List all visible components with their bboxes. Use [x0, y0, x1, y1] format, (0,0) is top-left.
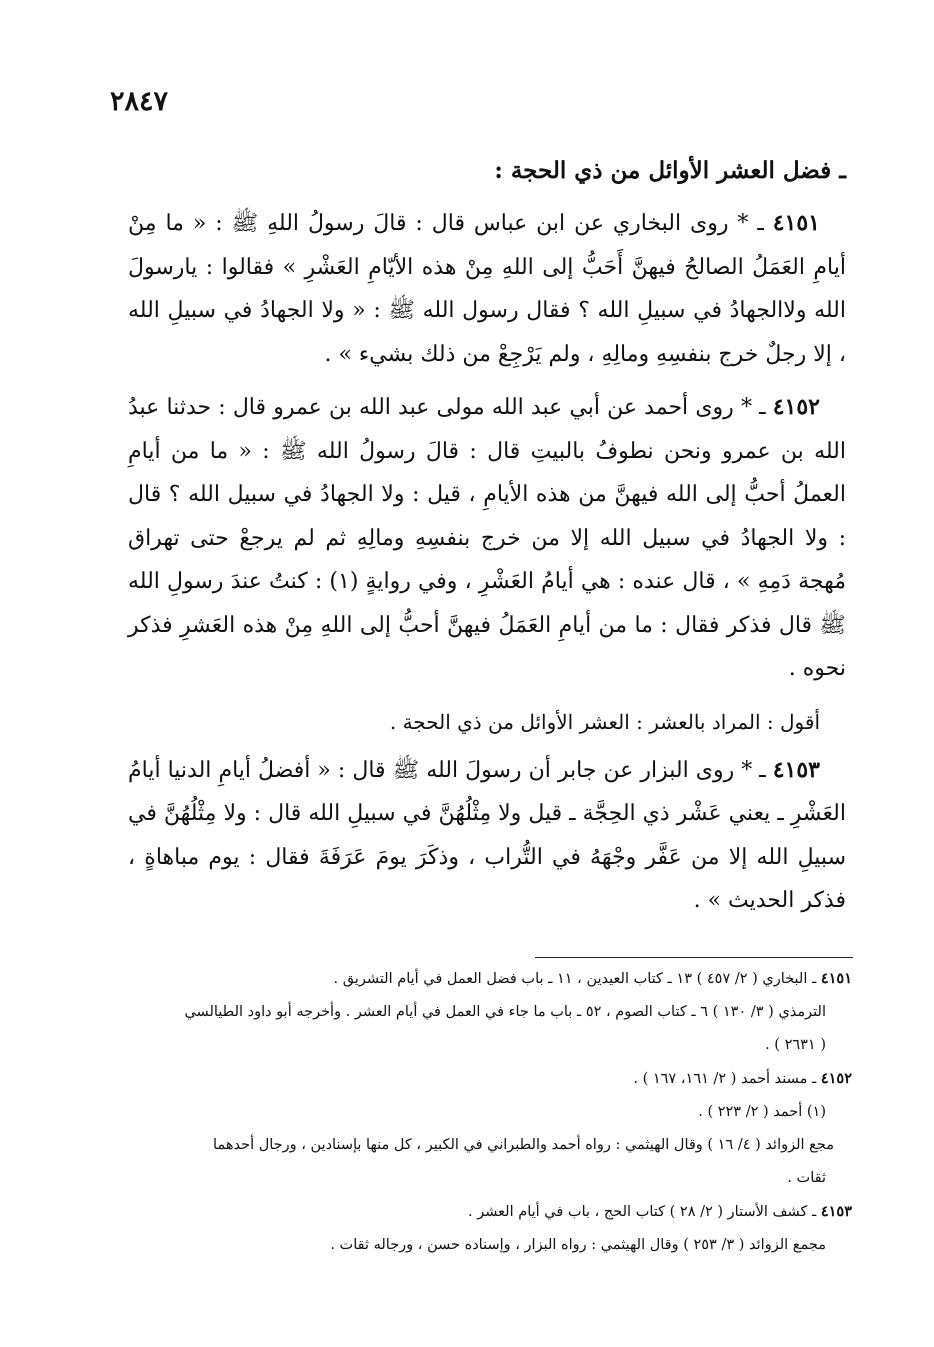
- author-note: أقول : المراد بالعشر : العشر الأوائل من ذي الحجة .: [389, 709, 820, 734]
- footnote-text: الترمذي ( ٣/ ١٣٠ ) ٦ ـ كتاب الصوم ، ٥٢ ـ باب ما جاء في العمل في أيام العشر . وأخرجه أبو داود الطيالسي: [184, 1004, 826, 1020]
- footnote-line: [120, 1096, 852, 1129]
- hadith-4153: [128, 749, 846, 923]
- hadith-text: ـ * روى البخاري عن ابن عباس قال : قالَ رسولُ اللهِ ﷺ : « ما مِنْ أيامِ العَمَلُ الصالحُ فيهنَّ أَحَبُّ إلى اللهِ مِنْ هذه الأيّامِ العَشْرِ » فقالوا : يارسولَ الله ولاالجهادُ في سبيلِ الله ؟ فقال رسول الله ﷺ : « ولا الجهادُ في سبيلِ الله ، إلا رجلٌ خرج بنفسِهِ ومالِهِ ، ولم يَرْجِعْ من ذلك بشيء » .: [128, 211, 846, 367]
- footnote-text: ـ مسند أحمد ( ٢/ ١٦١، ١٦٧ ) .: [633, 1071, 817, 1087]
- footnote-text: ثقات .: [787, 1170, 826, 1186]
- footnote-line: [120, 1162, 852, 1195]
- hadith-number: ٤١٥٣: [772, 756, 820, 783]
- footnote-line: [120, 1029, 852, 1062]
- footnote-divider: [535, 957, 853, 958]
- footnote-line: [120, 962, 852, 996]
- footnote-line: [120, 996, 852, 1029]
- hadith-text: ـ * روى البزار عن جابر أن رسولَ الله ﷺ قال : « أفضلُ أيامِ الدنيا أيامُ العَشْرِ ـ يعني عَشْر ذي الحِجَّة ـ قيل ولا مِثْلُهُنَّ في سبيلِ الله قال : ولا مِثْلُهُنَّ في سبيلِ الله إلا من عَفَّر وجْهَهُ في التُّراب ، وذكَرَ يومَ عَرَفَةَ فقال : يوم مباهاةٍ ، فذكر الحديث » .: [128, 757, 846, 913]
- page-number: ٢٨٤٧: [110, 86, 169, 117]
- hadith-number: ٤١٥٢: [772, 394, 820, 420]
- hadith-4151: [128, 202, 846, 376]
- hadith-4152: [128, 386, 846, 691]
- footnote-number: ٤١٥٣: [820, 1203, 852, 1220]
- hadith-text: ـ * روى أحمد عن أبي عبد الله مولى عبد الله بن عمرو قال : حدثنا عبدُ الله بن عمرو ونحن نطوفُ بالبيتِ قال : قالَ رسولُ الله ﷺ : « ما من أيامِ العملُ أحبُّ إلى الله فيهنَّ من هذه الأيامِ ، قيل : ولا الجهادُ في سبيل الله ؟ قال : ولا الجهادُ في سبيل الله إلا من خرج بنفسِهِ ومالِهِ ثم لم يرجعْ حتى تهراق مُهجة دَمِهِ » ، قال عنده : هي أيامُ العَشْرِ ، وفي روايةٍ (١) : كنتُ عندَ رسولِ الله ﷺ قال فذكر فقال : ما من أيامِ العَمَلُ فيهنَّ أحبُّ إلى اللهِ مِنْ هذه العَشرِ فذكر نحوه .: [128, 395, 847, 681]
- footnote-text: مجمع الزوائد ( ٣/ ٢٥٣ ) وقال الهيثمي : رواه البزار ، وإسناده حسن ، ورجاله ثقات .: [330, 1237, 826, 1253]
- footnote-line: [120, 1195, 852, 1229]
- footnote-number: ٤١٥٢: [820, 1070, 852, 1087]
- footnote-text: ـ البخاري ( ٢/ ٤٥٧ ) ١٣ ـ كتاب العيدين ، ١١ ـ باب فضل العمل في أيام التشريق .: [333, 971, 817, 987]
- footnote-text: ( ٢٦٣١ ) .: [765, 1037, 826, 1053]
- footnote-text: مجع الزوائد ( ٤/ ١٦ ) وقال الهيثمي : رواه أحمد والطبراني في الكبير ، كل منها بإسنادين ، ورجال أحدهما: [213, 1137, 834, 1153]
- footnote-text: ـ كشف الأستار ( ٢/ ٢٨ ) كتاب الحج ، باب في أيام العشر .: [468, 1204, 817, 1220]
- hadith-number: ٤١٥١: [772, 210, 820, 236]
- footnote-text: (١) أحمد ( ٢/ ٢٢٣ ) .: [698, 1104, 826, 1120]
- main-text: [128, 148, 846, 933]
- footnote-number: ٤١٥١: [820, 970, 852, 987]
- section-title: ـ فضل العشر الأوائل من ذي الحجة :: [494, 157, 846, 184]
- footnote-line: [120, 1229, 852, 1262]
- footnote-line: [120, 1129, 852, 1162]
- footnote-line: [120, 1062, 852, 1096]
- footnotes: [120, 962, 852, 1262]
